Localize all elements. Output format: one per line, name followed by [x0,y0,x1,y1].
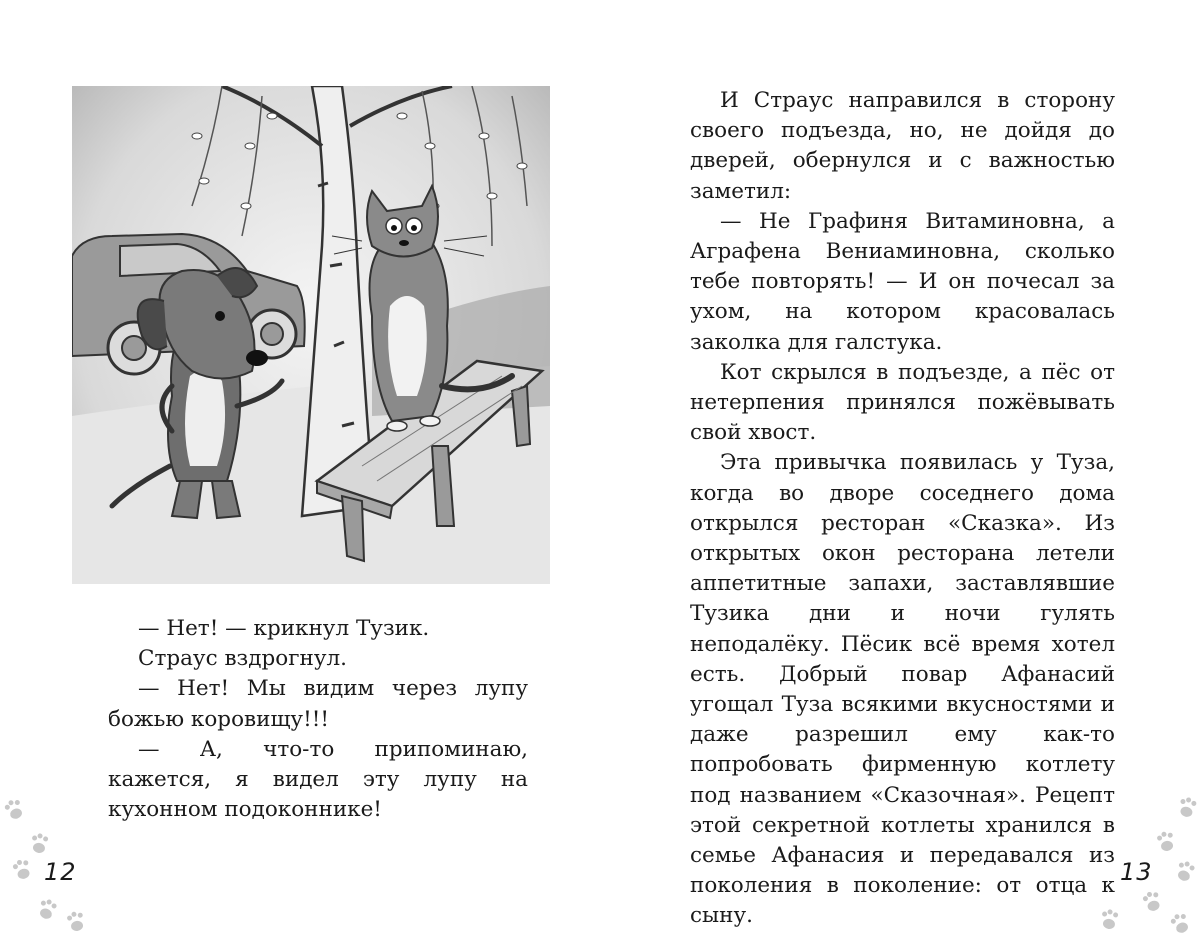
paw-print-icon [1142,890,1163,913]
paw-print-icon [1174,859,1196,883]
paw-print-icon [30,832,49,854]
paw-print-icon [12,858,33,881]
paragraph: Кот скрылся в подъезде, а пёс от нетерпения принялся пожёвывать свой хвост. [690,359,1115,446]
dog-and-cat-illustration [72,86,550,584]
paragraph: — Нет! — крикнул Тузик. [138,616,430,641]
paragraph: — А, что-то припоминаю, кажется, я видел эту лупу на кухонном подоконнике! [108,736,528,823]
page-number: 13 [1120,858,1153,886]
paragraph: — Не Графиня Витаминовна, а Аграфена Вениаминовна, сколько тебе повторять! — И он почесал за ухом, на котором красовалась заколка для галстука. [690,208,1115,355]
paw-print-icon [66,910,85,932]
paragraph: — Нет! Мы видим через лупу божью коровищу!!! [108,676,528,732]
paw-print-icon [1100,908,1119,930]
paw-print-icon [1156,830,1175,852]
paragraph: Эта привычка появилась у Туза, когда во дворе соседнего дома открылся ресторан «Сказка». Из открытых окон ресторана летели аппетитные запахи, заставлявшие Тузика дни и ночи гулять неподалёку. Пёсик всё время хотел есть. Добрый повар Афанасий угощал Туза всякими вкусностями и даже разрешил ему как-то попробовать фирменную котлету под названием «Сказочная». Рецепт этой секретной котлеты хранился в семье Афанасия и передавался из поколения в поколение: от отца к сыну. [690,450,1115,929]
paw-print-icon [1177,796,1198,819]
paw-prints-decoration [1040,790,1200,937]
right-page [600,0,1200,937]
paw-print-icon [1169,911,1191,935]
paw-print-icon [3,797,25,821]
paw-print-icon [36,897,58,921]
paragraph: И Страус направился в сторону своего подъезда, но, не дойдя до дверей, обернулся и с важностью заметил: [690,88,1115,204]
paragraph: Страус вздрогнул. [138,646,347,672]
page-number: 12 [44,858,77,886]
left-page-text [108,614,528,825]
